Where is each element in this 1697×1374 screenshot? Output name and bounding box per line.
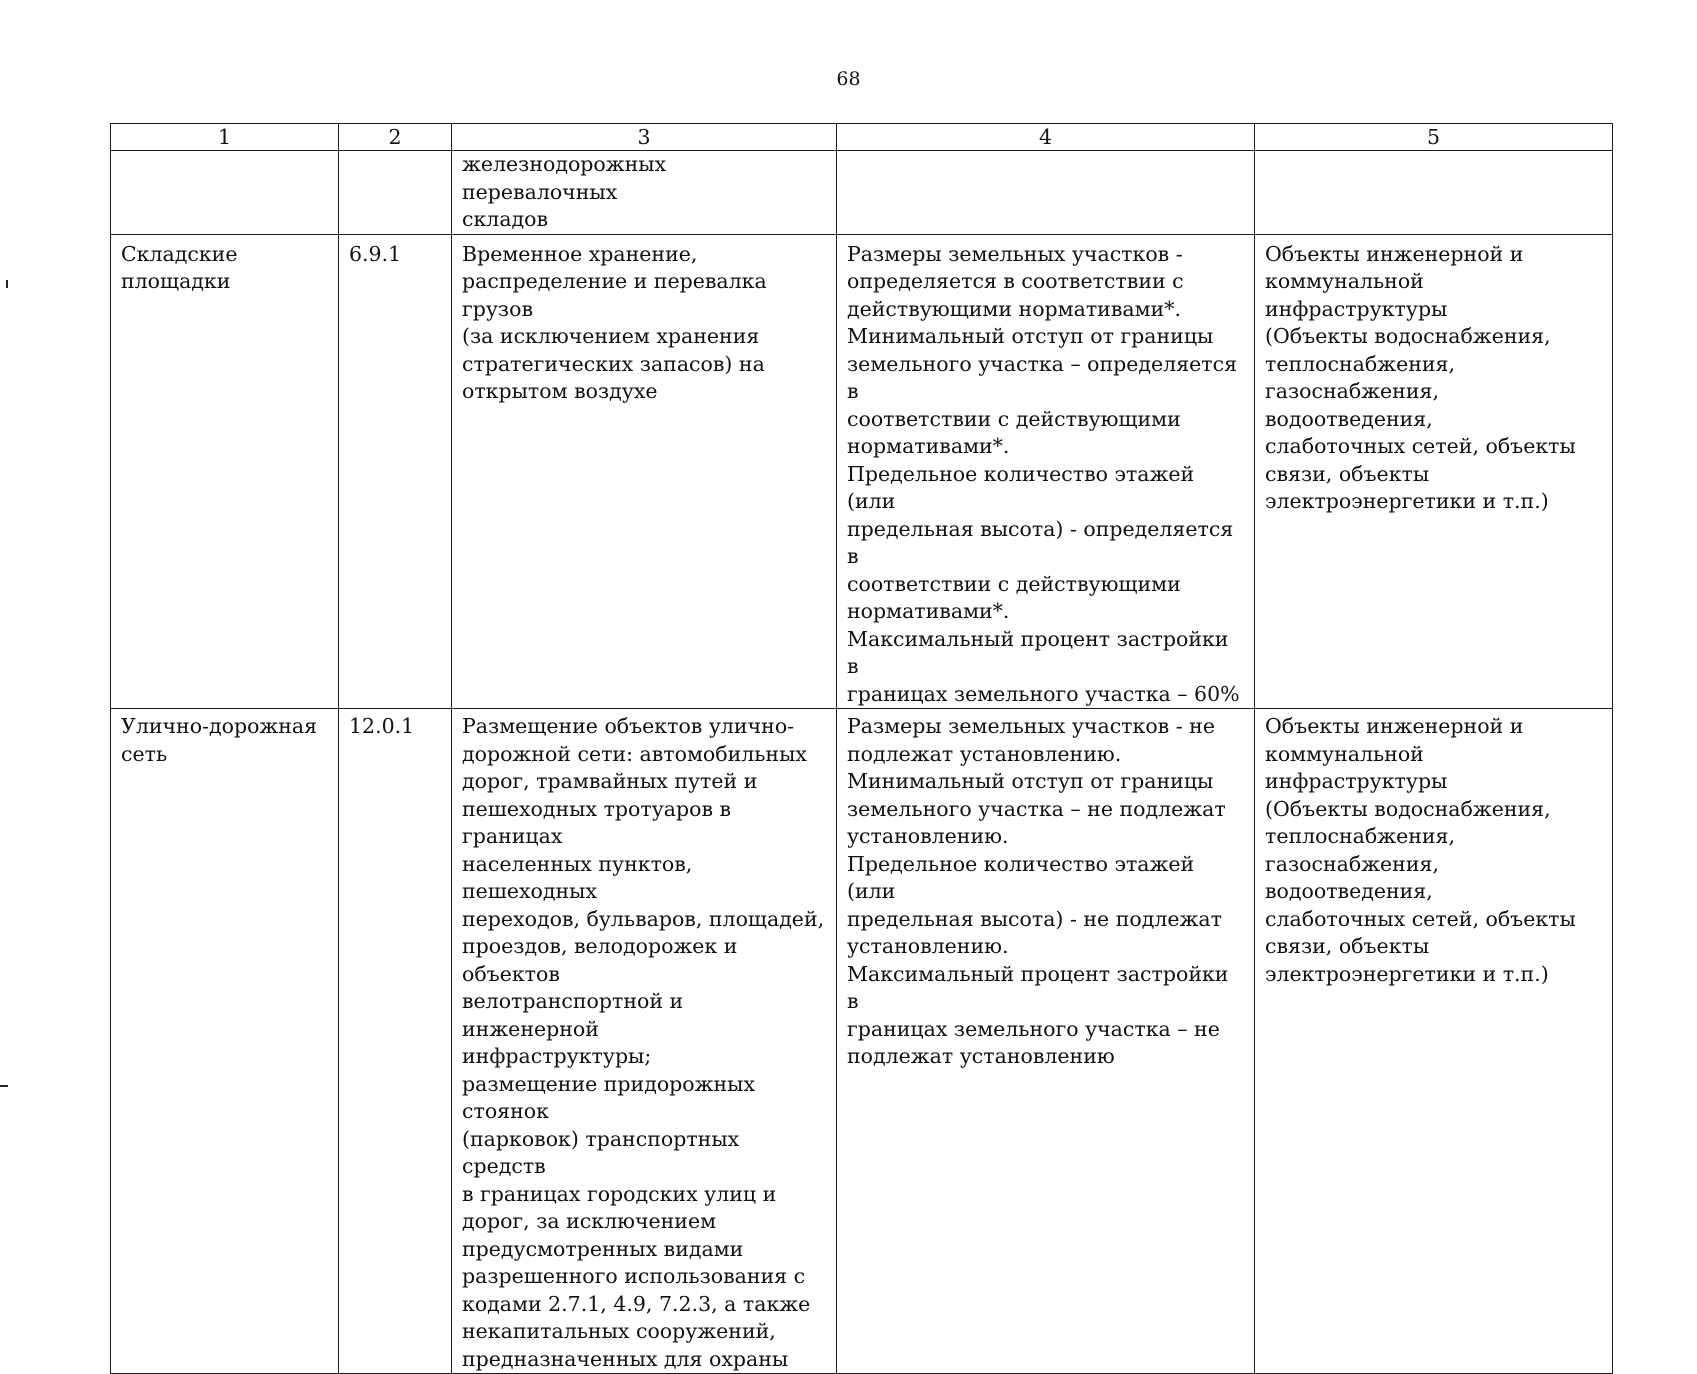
margin-mark [6, 280, 8, 288]
auxiliary-uses-cell: Объекты инженерной и коммунальной инфраструктуры (Объекты водоснабжения, теплоснабжения, газоснабжения, водоотведения, слаботочных сетей, объекты связи, объекты электроэнергетики и т.п.) [1255, 234, 1613, 709]
header-row [111, 124, 1613, 151]
margin-mark [0, 1085, 8, 1087]
use-code-cell: 12.0.1 [339, 709, 452, 1374]
parameters-cell: Размеры земельных участков - определяется в соответствии с действующими нормативами*. Минимальный отступ от границы земельного участка – определяется в соответствии с действующими нормативами*. Предельное количество этажей (или предельная высота) - определяется в соответствии с действующими нормативами*. Максимальный процент застройки в границах земельного участка – 60% [837, 234, 1255, 709]
header-cell-2: 2 [339, 124, 452, 151]
use-description-cell: Размещение объектов улично- дорожной сети: автомобильных дорог, трамвайных путей и пешеходных тротуаров в границах населенных пунктов, пешеходных переходов, бульваров, площадей, проездов, велодорожек и объектов велотранспортной и инженерной инфраструктуры; размещение придорожных стоянок (парковок) транспортных средств в границах городских улиц и дорог, за исключением предусмотренных видами разрешенного использования с кодами 2.7.1, 4.9, 7.2.3, а также некапитальных сооружений, предназначенных для охраны [452, 709, 837, 1374]
table-cell [1255, 151, 1613, 235]
header-cell-3: 3 [452, 124, 837, 151]
table-cell: железнодорожных перевалочных складов [452, 151, 837, 235]
zoning-table [110, 123, 1613, 1374]
page-number: 68 [836, 68, 861, 90]
header-cell-4: 4 [837, 124, 1255, 151]
use-name-cell: Складские площадки [111, 234, 339, 709]
use-description-cell: Временное хранение, распределение и перевалка грузов (за исключением хранения стратегических запасов) на открытом воздухе [452, 234, 837, 709]
header-cell-5: 5 [1255, 124, 1613, 151]
table-cell [837, 151, 1255, 235]
auxiliary-uses-cell: Объекты инженерной и коммунальной инфраструктуры (Объекты водоснабжения, теплоснабжения, газоснабжения, водоотведения, слаботочных сетей, объекты связи, объекты электроэнергетики и т.п.) [1255, 709, 1613, 1374]
header-cell-1: 1 [111, 124, 339, 151]
use-name-cell: Улично-дорожная сеть [111, 709, 339, 1374]
continuation-row [111, 151, 1613, 235]
table-cell [339, 151, 452, 235]
table-row [111, 234, 1613, 709]
table-cell [111, 151, 339, 235]
table-row [111, 709, 1613, 1374]
parameters-cell: Размеры земельных участков - не подлежат установлению. Минимальный отступ от границы земельного участка – не подлежат установлению. Предельное количество этажей (или предельная высота) - не подлежат установлению. Максимальный процент застройки в границах земельного участка – не подлежат установлению [837, 709, 1255, 1374]
use-code-cell: 6.9.1 [339, 234, 452, 709]
